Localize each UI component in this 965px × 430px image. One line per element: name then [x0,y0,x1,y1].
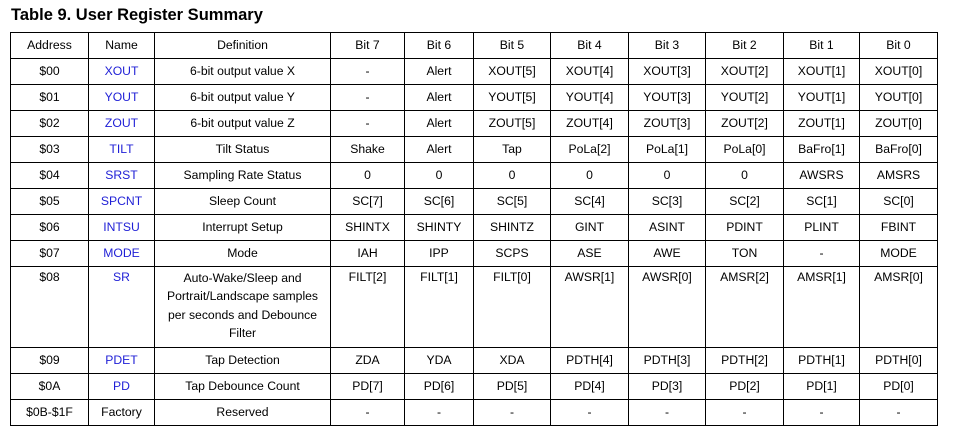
bit-0-cell: AMSRS [860,163,938,189]
bit-0-cell: - [860,400,938,426]
bit-2-cell: PDINT [706,215,784,241]
bit-5-cell: SHINTZ [474,215,551,241]
bit-5-cell: PD[5] [474,374,551,400]
address-cell: $0A [11,374,89,400]
register-name-link[interactable]: SR [89,267,155,348]
bit-7-cell: FILT[2] [331,267,405,348]
bit-4-cell: - [551,400,629,426]
bit-3-cell: PDTH[3] [629,348,706,374]
address-cell: $07 [11,241,89,267]
address-cell: $05 [11,189,89,215]
register-name-link[interactable]: INTSU [89,215,155,241]
table-row [11,400,938,426]
bit-4-cell: PD[4] [551,374,629,400]
bit-7-cell: - [331,85,405,111]
address-cell: $01 [11,85,89,111]
bit-2-cell: YOUT[2] [706,85,784,111]
address-cell: $03 [11,137,89,163]
bit-2-cell: 0 [706,163,784,189]
bit-4-cell: SC[4] [551,189,629,215]
bit-4-cell: GINT [551,215,629,241]
table-title: Table 9. User Register Summary [11,6,263,24]
bit-5-cell: SC[5] [474,189,551,215]
definition-cell: Sleep Count [155,189,331,215]
bit-0-cell: PDTH[0] [860,348,938,374]
bit-2-cell: ZOUT[2] [706,111,784,137]
register-name-link[interactable]: YOUT [89,85,155,111]
bit-1-cell: PD[1] [784,374,860,400]
column-header-bit-4: Bit 4 [551,33,629,59]
table-row [11,85,938,111]
address-cell: $06 [11,215,89,241]
bit-3-cell: AWE [629,241,706,267]
bit-5-cell: Tap [474,137,551,163]
bit-2-cell: XOUT[2] [706,59,784,85]
column-header-bit-5: Bit 5 [474,33,551,59]
bit-3-cell: ASINT [629,215,706,241]
column-header-bit-1: Bit 1 [784,33,860,59]
register-name-link[interactable]: ZOUT [89,111,155,137]
bit-3-cell: AWSR[0] [629,267,706,348]
definition-cell: Reserved [155,400,331,426]
bit-5-cell: XDA [474,348,551,374]
bit-5-cell: 0 [474,163,551,189]
bit-3-cell: - [629,400,706,426]
bit-1-cell: AMSR[1] [784,267,860,348]
bit-2-cell: SC[2] [706,189,784,215]
bit-3-cell: ZOUT[3] [629,111,706,137]
bit-3-cell: PoLa[1] [629,137,706,163]
bit-7-cell: SC[7] [331,189,405,215]
bit-7-cell: - [331,111,405,137]
column-header-bit-2: Bit 2 [706,33,784,59]
bit-1-cell: AWSRS [784,163,860,189]
bit-6-cell: Alert [405,111,474,137]
register-name-link[interactable]: TILT [89,137,155,163]
bit-6-cell: Alert [405,85,474,111]
bit-3-cell: XOUT[3] [629,59,706,85]
bit-7-cell: 0 [331,163,405,189]
bit-3-cell: PD[3] [629,374,706,400]
table-row [11,348,938,374]
column-header-bit-6: Bit 6 [405,33,474,59]
register-name-link: Factory [89,400,155,426]
bit-6-cell: IPP [405,241,474,267]
bit-1-cell: SC[1] [784,189,860,215]
column-header-bit-0: Bit 0 [860,33,938,59]
definition-cell: Mode [155,241,331,267]
bit-7-cell: IAH [331,241,405,267]
address-cell: $08 [11,267,89,348]
address-cell: $0B-$1F [11,400,89,426]
bit-6-cell: Alert [405,59,474,85]
table-row [11,215,938,241]
bit-7-cell: - [331,400,405,426]
register-summary-table [10,32,938,426]
table-row [11,111,938,137]
bit-4-cell: PoLa[2] [551,137,629,163]
register-name-link[interactable]: MODE [89,241,155,267]
bit-6-cell: SC[6] [405,189,474,215]
bit-4-cell: 0 [551,163,629,189]
register-name-link[interactable]: SPCNT [89,189,155,215]
bit-4-cell: XOUT[4] [551,59,629,85]
bit-7-cell: SHINTX [331,215,405,241]
bit-0-cell: XOUT[0] [860,59,938,85]
bit-7-cell: Shake [331,137,405,163]
column-header-bit-7: Bit 7 [331,33,405,59]
bit-1-cell: PDTH[1] [784,348,860,374]
bit-6-cell: FILT[1] [405,267,474,348]
bit-4-cell: AWSR[1] [551,267,629,348]
definition-cell: Tap Detection [155,348,331,374]
address-cell: $09 [11,348,89,374]
table-row [11,59,938,85]
bit-0-cell: FBINT [860,215,938,241]
bit-1-cell: - [784,241,860,267]
definition-cell: 6-bit output value Y [155,85,331,111]
bit-7-cell: ZDA [331,348,405,374]
bit-7-cell: - [331,59,405,85]
table-row [11,137,938,163]
table-row [11,374,938,400]
bit-5-cell: FILT[0] [474,267,551,348]
bit-5-cell: - [474,400,551,426]
definition-cell: Tilt Status [155,137,331,163]
register-name-link[interactable]: XOUT [89,59,155,85]
bit-0-cell: BaFro[0] [860,137,938,163]
definition-cell: Sampling Rate Status [155,163,331,189]
bit-0-cell: ZOUT[0] [860,111,938,137]
bit-0-cell: PD[0] [860,374,938,400]
bit-0-cell: AMSR[0] [860,267,938,348]
bit-5-cell: YOUT[5] [474,85,551,111]
bit-1-cell: BaFro[1] [784,137,860,163]
bit-4-cell: ZOUT[4] [551,111,629,137]
bit-1-cell: PLINT [784,215,860,241]
bit-2-cell: - [706,400,784,426]
definition-cell: 6-bit output value Z [155,111,331,137]
bit-4-cell: PDTH[4] [551,348,629,374]
register-name-link[interactable]: PDET [89,348,155,374]
column-header-name: Name [89,33,155,59]
bit-1-cell: XOUT[1] [784,59,860,85]
bit-3-cell: 0 [629,163,706,189]
bit-5-cell: ZOUT[5] [474,111,551,137]
bit-4-cell: ASE [551,241,629,267]
bit-2-cell: AMSR[2] [706,267,784,348]
bit-7-cell: PD[7] [331,374,405,400]
bit-1-cell: - [784,400,860,426]
bit-4-cell: YOUT[4] [551,85,629,111]
bit-6-cell: PD[6] [405,374,474,400]
bit-2-cell: TON [706,241,784,267]
definition-cell: 6-bit output value X [155,59,331,85]
register-name-link[interactable]: SRST [89,163,155,189]
bit-3-cell: YOUT[3] [629,85,706,111]
header-row [11,33,938,59]
table-row [11,163,938,189]
definition-cell: Auto-Wake/Sleep and Portrait/Landscape samples per seconds and Debounce Filter [155,267,331,348]
column-header-address: Address [11,33,89,59]
bit-0-cell: MODE [860,241,938,267]
bit-6-cell: YDA [405,348,474,374]
address-cell: $02 [11,111,89,137]
bit-5-cell: SCPS [474,241,551,267]
address-cell: $04 [11,163,89,189]
column-header-bit-3: Bit 3 [629,33,706,59]
table-row [11,267,938,348]
bit-6-cell: - [405,400,474,426]
bit-1-cell: ZOUT[1] [784,111,860,137]
bit-2-cell: PDTH[2] [706,348,784,374]
bit-0-cell: YOUT[0] [860,85,938,111]
definition-cell: Interrupt Setup [155,215,331,241]
bit-3-cell: SC[3] [629,189,706,215]
bit-2-cell: PoLa[0] [706,137,784,163]
bit-1-cell: YOUT[1] [784,85,860,111]
bit-6-cell: Alert [405,137,474,163]
bit-5-cell: XOUT[5] [474,59,551,85]
address-cell: $00 [11,59,89,85]
bit-0-cell: SC[0] [860,189,938,215]
column-header-definition: Definition [155,33,331,59]
definition-cell: Tap Debounce Count [155,374,331,400]
table-row [11,189,938,215]
bit-2-cell: PD[2] [706,374,784,400]
table-row [11,241,938,267]
bit-6-cell: SHINTY [405,215,474,241]
register-rows [11,59,938,426]
bit-6-cell: 0 [405,163,474,189]
register-name-link[interactable]: PD [89,374,155,400]
